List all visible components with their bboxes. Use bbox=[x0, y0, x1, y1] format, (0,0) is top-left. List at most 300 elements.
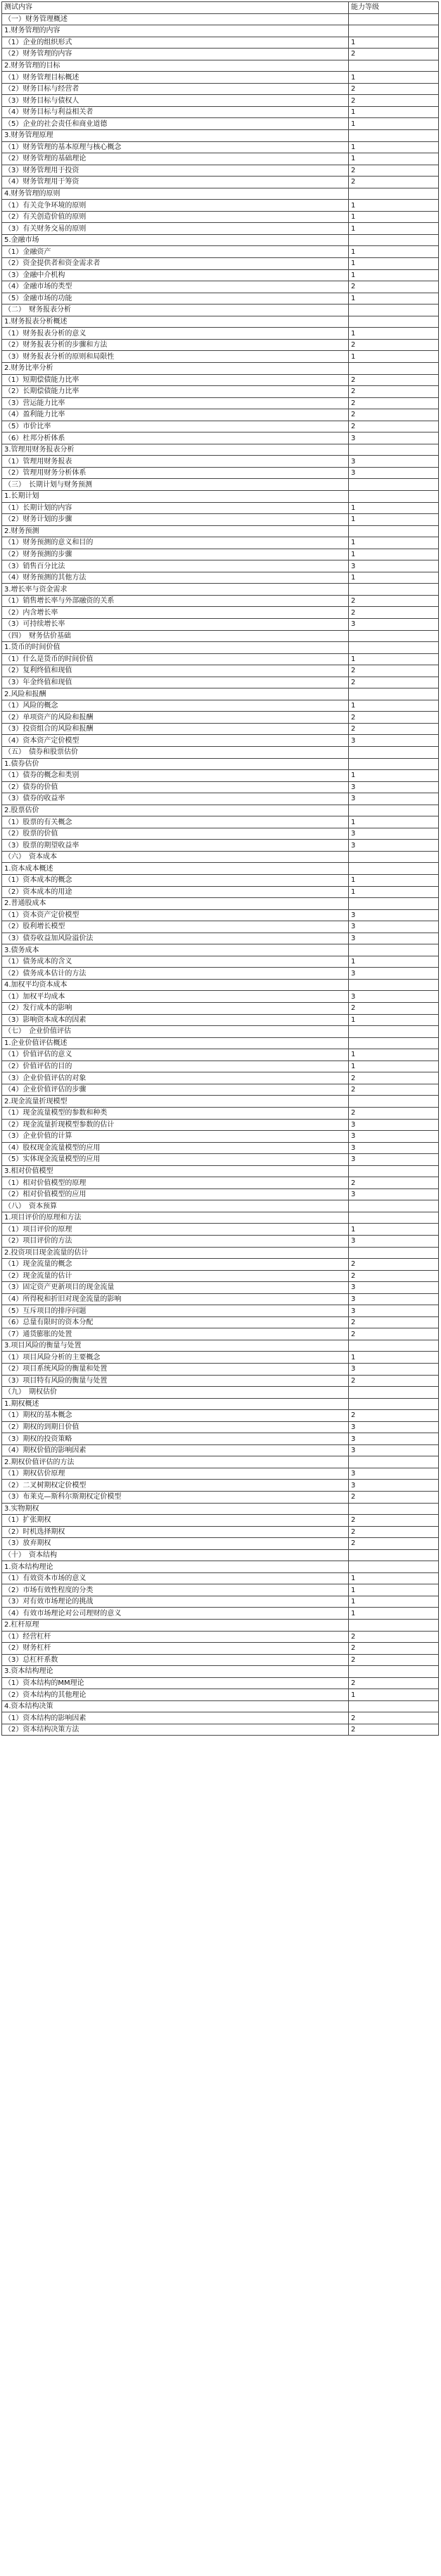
table-row bbox=[2, 1084, 439, 1096]
table-row bbox=[2, 793, 439, 805]
topic-cell: （5）互斥项目的排序问题 bbox=[2, 1305, 349, 1317]
topic-cell: （1）资本资产定价模型 bbox=[2, 909, 349, 921]
level-cell bbox=[349, 1620, 439, 1632]
level-cell: 2 bbox=[349, 1270, 439, 1282]
table-row bbox=[2, 177, 439, 188]
level-cell: 2 bbox=[349, 1631, 439, 1643]
topic-cell: （2）相对价值模型的应用 bbox=[2, 1188, 349, 1200]
table-row bbox=[2, 374, 439, 386]
table-row bbox=[2, 1410, 439, 1422]
topic-cell: （4）企业价值评估的步骤 bbox=[2, 1084, 349, 1096]
topic-cell: （七） 企业价值评估 bbox=[2, 1026, 349, 1038]
topic-cell: 1.财务管理的内容 bbox=[2, 25, 349, 37]
table-row bbox=[2, 956, 439, 968]
level-cell: 2 bbox=[349, 712, 439, 724]
level-cell: 1 bbox=[349, 770, 439, 782]
table-row bbox=[2, 875, 439, 887]
level-cell: 2 bbox=[349, 339, 439, 351]
table-row bbox=[2, 258, 439, 270]
level-cell: 3 bbox=[349, 991, 439, 1003]
level-cell: 3 bbox=[349, 1480, 439, 1492]
table-row bbox=[2, 863, 439, 875]
level-cell: 3 bbox=[349, 1363, 439, 1375]
topic-cell: （4）期权价值的影响因素 bbox=[2, 1444, 349, 1456]
topic-cell: （3）可持续增长率 bbox=[2, 618, 349, 630]
level-cell: 1 bbox=[349, 211, 439, 223]
table-row bbox=[2, 921, 439, 933]
table-row bbox=[2, 677, 439, 688]
topic-cell: （1）资本成本的概念 bbox=[2, 875, 349, 887]
table-row bbox=[2, 1643, 439, 1655]
table-row bbox=[2, 1608, 439, 1620]
level-cell: 3 bbox=[349, 456, 439, 468]
level-cell: 1 bbox=[349, 956, 439, 968]
level-cell: 2 bbox=[349, 1177, 439, 1189]
table-row bbox=[2, 1119, 439, 1131]
topic-cell: （九） 期权估价 bbox=[2, 1387, 349, 1399]
level-cell: 2 bbox=[349, 49, 439, 60]
level-cell bbox=[349, 1398, 439, 1410]
level-cell bbox=[349, 1212, 439, 1224]
table-row bbox=[2, 141, 439, 153]
topic-cell: （2）发行成本的影响 bbox=[2, 1003, 349, 1015]
level-cell bbox=[349, 851, 439, 863]
table-row bbox=[2, 747, 439, 759]
table-row bbox=[2, 95, 439, 107]
topic-cell: 3.债务成本 bbox=[2, 944, 349, 956]
topic-cell: （5）企业的社会责任和商业道德 bbox=[2, 118, 349, 130]
topic-cell: （2）内含增长率 bbox=[2, 607, 349, 619]
level-cell: 2 bbox=[349, 1410, 439, 1422]
table-row bbox=[2, 816, 439, 828]
level-cell: 1 bbox=[349, 246, 439, 258]
table-row bbox=[2, 49, 439, 60]
topic-cell: （2）期权的到期日价值 bbox=[2, 1421, 349, 1433]
level-cell: 1 bbox=[349, 141, 439, 153]
level-cell: 1 bbox=[349, 886, 439, 898]
level-cell: 1 bbox=[349, 1224, 439, 1236]
topic-cell: （4）盈利能力比率 bbox=[2, 409, 349, 421]
topic-cell: （1）短期偿债能力比率 bbox=[2, 374, 349, 386]
topic-cell: （1）资本结构的影响因素 bbox=[2, 1712, 349, 1724]
topic-cell: （2）资本结构决策方法 bbox=[2, 1724, 349, 1736]
level-cell: 3 bbox=[349, 432, 439, 444]
level-cell: 3 bbox=[349, 840, 439, 852]
table-row bbox=[2, 293, 439, 305]
level-cell: 2 bbox=[349, 665, 439, 677]
topic-cell: （3）营运能力比率 bbox=[2, 397, 349, 409]
topic-cell: （3）销售百分比法 bbox=[2, 560, 349, 572]
level-cell: 2 bbox=[349, 281, 439, 293]
level-cell: 2 bbox=[349, 607, 439, 619]
topic-cell: （1）债务成本的含义 bbox=[2, 956, 349, 968]
table-row bbox=[2, 1096, 439, 1108]
level-cell bbox=[349, 584, 439, 596]
table-row bbox=[2, 968, 439, 980]
level-cell: 3 bbox=[349, 467, 439, 479]
table-row bbox=[2, 1666, 439, 1678]
table-row bbox=[2, 1026, 439, 1038]
topic-cell: （六） 资本成本 bbox=[2, 851, 349, 863]
table-row bbox=[2, 130, 439, 142]
level-cell bbox=[349, 362, 439, 374]
topic-cell: （四） 财务估价基础 bbox=[2, 630, 349, 642]
level-cell: 3 bbox=[349, 735, 439, 747]
table-row bbox=[2, 1154, 439, 1166]
table-row bbox=[2, 909, 439, 921]
table-row bbox=[2, 1060, 439, 1072]
topic-cell: （4）有效市场理论对公司理财的意义 bbox=[2, 1608, 349, 1620]
topic-cell: （1）债券的概念和类别 bbox=[2, 770, 349, 782]
table-row bbox=[2, 618, 439, 630]
level-cell bbox=[349, 25, 439, 37]
table-row bbox=[2, 246, 439, 258]
topic-cell: （2）债务成本估计的方法 bbox=[2, 968, 349, 980]
topic-cell: （3）项目特有风险的衡量与处置 bbox=[2, 1375, 349, 1387]
level-cell bbox=[349, 1503, 439, 1515]
level-cell: 2 bbox=[349, 409, 439, 421]
topic-cell: （3）投资组合的风险和报酬 bbox=[2, 723, 349, 735]
table-row bbox=[2, 1526, 439, 1538]
table-row bbox=[2, 1259, 439, 1271]
topic-cell: （2）股利增长模型 bbox=[2, 921, 349, 933]
topic-cell: （三） 长期计划与财务预测 bbox=[2, 479, 349, 491]
level-cell bbox=[349, 1340, 439, 1352]
topic-cell: （2）资本成本的用途 bbox=[2, 886, 349, 898]
level-cell: 1 bbox=[349, 502, 439, 514]
level-cell: 2 bbox=[349, 1712, 439, 1724]
level-cell: 2 bbox=[349, 1643, 439, 1655]
topic-cell: （二） 财务报表分析 bbox=[2, 305, 349, 316]
table-row bbox=[2, 1503, 439, 1515]
table-row bbox=[2, 525, 439, 537]
topic-cell: （4）财务目标与利益相关者 bbox=[2, 106, 349, 118]
table-row bbox=[2, 1247, 439, 1259]
table-row bbox=[2, 316, 439, 328]
table-row bbox=[2, 1654, 439, 1666]
topic-cell: （3）布莱克—斯科尔斯期权定价模型 bbox=[2, 1492, 349, 1504]
table-row bbox=[2, 1352, 439, 1364]
level-cell bbox=[349, 1165, 439, 1177]
topic-cell: （3）金融中介机构 bbox=[2, 269, 349, 281]
topic-cell: （6）杜邦分析体系 bbox=[2, 432, 349, 444]
table-row bbox=[2, 688, 439, 700]
table-row bbox=[2, 1444, 439, 1456]
level-cell: 3 bbox=[349, 1293, 439, 1305]
level-cell: 2 bbox=[349, 95, 439, 107]
level-cell bbox=[349, 305, 439, 316]
table-row bbox=[2, 1549, 439, 1561]
table-row bbox=[2, 13, 439, 25]
header-level-cell: 能力等级 bbox=[349, 2, 439, 14]
level-cell: 3 bbox=[349, 933, 439, 944]
topic-cell: （3）影响资本成本的因素 bbox=[2, 1014, 349, 1026]
table-row bbox=[2, 25, 439, 37]
table-row bbox=[2, 549, 439, 560]
topic-cell: （八） 资本预算 bbox=[2, 1200, 349, 1212]
level-cell: 2 bbox=[349, 1107, 439, 1119]
level-cell bbox=[349, 1456, 439, 1468]
level-cell: 1 bbox=[349, 293, 439, 305]
topic-cell: 2.股票估价 bbox=[2, 805, 349, 816]
level-cell: 2 bbox=[349, 677, 439, 688]
topic-cell: （1）有效资本市场的意义 bbox=[2, 1572, 349, 1584]
topic-cell: （3）期权的投资策略 bbox=[2, 1433, 349, 1445]
level-cell: 2 bbox=[349, 723, 439, 735]
level-cell bbox=[349, 1700, 439, 1712]
table-row bbox=[2, 560, 439, 572]
table-row bbox=[2, 758, 439, 770]
table-row bbox=[2, 665, 439, 677]
table-row bbox=[2, 1177, 439, 1189]
topic-cell: 1.期权概述 bbox=[2, 1398, 349, 1410]
topic-cell: （五） 债券和股票估价 bbox=[2, 747, 349, 759]
table-row bbox=[2, 281, 439, 293]
topic-cell: （5）实体现金流量模型的应用 bbox=[2, 1154, 349, 1166]
table-row bbox=[2, 642, 439, 654]
level-cell: 1 bbox=[349, 351, 439, 363]
topic-cell: （2）现金流量的估计 bbox=[2, 1270, 349, 1282]
level-cell: 2 bbox=[349, 1328, 439, 1340]
topic-cell: （5）市价比率 bbox=[2, 421, 349, 432]
topic-cell: 1.债券估价 bbox=[2, 758, 349, 770]
level-cell: 3 bbox=[349, 909, 439, 921]
table-row bbox=[2, 653, 439, 665]
topic-cell: 3.管理用财务报表分析 bbox=[2, 444, 349, 456]
table-row bbox=[2, 840, 439, 852]
topic-cell: （2）管理用财务分析体系 bbox=[2, 467, 349, 479]
topic-cell: 2.现金流量折现模型 bbox=[2, 1096, 349, 1108]
level-cell bbox=[349, 316, 439, 328]
topic-cell: （2）资本结构的其他理论 bbox=[2, 1689, 349, 1701]
topic-cell: 4.加权平均资本成本 bbox=[2, 979, 349, 991]
table-row bbox=[2, 269, 439, 281]
topic-cell: （3）有关财务交易的原则 bbox=[2, 223, 349, 235]
level-cell: 3 bbox=[349, 1444, 439, 1456]
table-row bbox=[2, 1596, 439, 1608]
table-row bbox=[2, 1003, 439, 1015]
topic-cell: （1）现金流量的概念 bbox=[2, 1259, 349, 1271]
topic-cell: （2）股票的价值 bbox=[2, 828, 349, 840]
level-cell: 1 bbox=[349, 549, 439, 560]
level-cell: 3 bbox=[349, 968, 439, 980]
table-row bbox=[2, 37, 439, 49]
table-row bbox=[2, 735, 439, 747]
topic-cell: 1.长期计划 bbox=[2, 490, 349, 502]
level-cell: 2 bbox=[349, 83, 439, 95]
topic-cell: 1.资本结构理论 bbox=[2, 1561, 349, 1573]
topic-cell: （4）所得税和折旧对现金流量的影响 bbox=[2, 1293, 349, 1305]
topic-cell: （6）总量有限时的资本分配 bbox=[2, 1316, 349, 1328]
topic-cell: （1）项目风险分析的主要概念 bbox=[2, 1352, 349, 1364]
topic-cell: （4）财务管理用于筹资 bbox=[2, 177, 349, 188]
level-cell bbox=[349, 898, 439, 910]
level-cell bbox=[349, 60, 439, 72]
table-row bbox=[2, 1584, 439, 1596]
topic-cell: （3）债券的收益率 bbox=[2, 793, 349, 805]
topic-cell: （3）年金终值和现值 bbox=[2, 677, 349, 688]
topic-cell: 4.财务管理的原则 bbox=[2, 188, 349, 200]
table-row bbox=[2, 456, 439, 468]
level-cell bbox=[349, 758, 439, 770]
level-cell: 2 bbox=[349, 374, 439, 386]
table-row bbox=[2, 944, 439, 956]
level-cell: 1 bbox=[349, 537, 439, 549]
topic-cell: 2.财务管理的目标 bbox=[2, 60, 349, 72]
table-row bbox=[2, 1515, 439, 1527]
level-cell: 1 bbox=[349, 1352, 439, 1364]
level-cell: 2 bbox=[349, 1526, 439, 1538]
topic-cell: （1）项目评价的原理 bbox=[2, 1224, 349, 1236]
table-row bbox=[2, 1468, 439, 1480]
level-cell bbox=[349, 130, 439, 142]
level-cell: 1 bbox=[349, 1049, 439, 1061]
level-cell: 2 bbox=[349, 1654, 439, 1666]
level-cell: 2 bbox=[349, 1259, 439, 1271]
table-row bbox=[2, 828, 439, 840]
level-cell: 2 bbox=[349, 1492, 439, 1504]
table-row bbox=[2, 1480, 439, 1492]
level-cell bbox=[349, 805, 439, 816]
table-row bbox=[2, 630, 439, 642]
table-row bbox=[2, 60, 439, 72]
level-cell: 2 bbox=[349, 1724, 439, 1736]
table-row bbox=[2, 1014, 439, 1026]
table-row bbox=[2, 1561, 439, 1573]
syllabus-table bbox=[1, 1, 439, 1736]
table-row bbox=[2, 1538, 439, 1550]
topic-cell: （1）扩张期权 bbox=[2, 1515, 349, 1527]
level-cell bbox=[349, 1549, 439, 1561]
table-row bbox=[2, 607, 439, 619]
topic-cell: 2.杠杆原理 bbox=[2, 1620, 349, 1632]
table-row bbox=[2, 1398, 439, 1410]
topic-cell: （1）有关竞争环境的原则 bbox=[2, 200, 349, 212]
level-cell: 2 bbox=[349, 1316, 439, 1328]
table-row bbox=[2, 1492, 439, 1504]
table-row bbox=[2, 1270, 439, 1282]
level-cell: 2 bbox=[349, 421, 439, 432]
topic-cell: （1）长期计划的内容 bbox=[2, 502, 349, 514]
syllabus-table-body bbox=[2, 2, 439, 1736]
topic-cell: （3）债券收益加风险溢价法 bbox=[2, 933, 349, 944]
topic-cell: （1）股票的有关概念 bbox=[2, 816, 349, 828]
level-cell bbox=[349, 479, 439, 491]
topic-cell: （1）期权估价原理 bbox=[2, 1468, 349, 1480]
level-cell: 2 bbox=[349, 1677, 439, 1689]
level-cell: 1 bbox=[349, 700, 439, 712]
topic-cell: （3）财务管理用于投资 bbox=[2, 165, 349, 177]
level-cell bbox=[349, 13, 439, 25]
topic-cell: 2.普通股成本 bbox=[2, 898, 349, 910]
level-cell: 1 bbox=[349, 1572, 439, 1584]
topic-cell: （2）财务管理的内容 bbox=[2, 49, 349, 60]
topic-cell: （1）管理用财务报表 bbox=[2, 456, 349, 468]
topic-cell: 3.增长率与资金需求 bbox=[2, 584, 349, 596]
table-row bbox=[2, 1107, 439, 1119]
level-cell bbox=[349, 688, 439, 700]
topic-cell: （1）相对价值模型的原理 bbox=[2, 1177, 349, 1189]
level-cell: 2 bbox=[349, 1084, 439, 1096]
topic-cell: （7）通货膨胀的处置 bbox=[2, 1328, 349, 1340]
topic-cell: （3）财务目标与债权人 bbox=[2, 95, 349, 107]
level-cell: 2 bbox=[349, 595, 439, 607]
level-cell bbox=[349, 1200, 439, 1212]
topic-cell: 1.财务报表分析概述 bbox=[2, 316, 349, 328]
level-cell: 1 bbox=[349, 269, 439, 281]
table-row bbox=[2, 1620, 439, 1632]
level-cell: 3 bbox=[349, 1235, 439, 1247]
topic-cell: （2）财务目标与经营者 bbox=[2, 83, 349, 95]
level-cell bbox=[349, 979, 439, 991]
level-cell bbox=[349, 490, 439, 502]
table-row bbox=[2, 200, 439, 212]
topic-cell: （3）财务报表分析的原则和局限性 bbox=[2, 351, 349, 363]
topic-cell: 2.风险和报酬 bbox=[2, 688, 349, 700]
table-row bbox=[2, 1375, 439, 1387]
level-cell: 1 bbox=[349, 1608, 439, 1620]
topic-cell: （1）现金流量模型的参数和种类 bbox=[2, 1107, 349, 1119]
table-row bbox=[2, 712, 439, 724]
topic-cell: （2）有关创造价值的原则 bbox=[2, 211, 349, 223]
topic-cell: （1）财务管理的基本原理与核心概念 bbox=[2, 141, 349, 153]
topic-cell: （3）放弃期权 bbox=[2, 1538, 349, 1550]
table-row bbox=[2, 421, 439, 432]
level-cell: 2 bbox=[349, 177, 439, 188]
topic-cell: （3）对有效市场理论的挑战 bbox=[2, 1596, 349, 1608]
table-row bbox=[2, 1700, 439, 1712]
topic-cell: （1）风险的概念 bbox=[2, 700, 349, 712]
table-row bbox=[2, 1142, 439, 1154]
topic-cell: （2）市场有效性程度的分类 bbox=[2, 1584, 349, 1596]
topic-cell: 2.期权价值评估的方法 bbox=[2, 1456, 349, 1468]
table-row bbox=[2, 1200, 439, 1212]
topic-cell: （2）资金提供者和资金需求者 bbox=[2, 258, 349, 270]
table-row bbox=[2, 1724, 439, 1736]
table-row bbox=[2, 339, 439, 351]
table-row bbox=[2, 490, 439, 502]
topic-cell: （2）单项资产的风险和报酬 bbox=[2, 712, 349, 724]
table-row bbox=[2, 805, 439, 816]
topic-cell: 1.货币的时间价值 bbox=[2, 642, 349, 654]
table-row bbox=[2, 106, 439, 118]
level-cell bbox=[349, 1037, 439, 1049]
topic-cell: （3）固定资产更新项目的现金流量 bbox=[2, 1282, 349, 1294]
topic-cell: （1）金融资产 bbox=[2, 246, 349, 258]
topic-cell: （1）财务预测的意义和目的 bbox=[2, 537, 349, 549]
topic-cell: （2）时机选择期权 bbox=[2, 1526, 349, 1538]
topic-cell: （3）总杠杆系数 bbox=[2, 1654, 349, 1666]
table-row bbox=[2, 1131, 439, 1143]
table-row bbox=[2, 1224, 439, 1236]
topic-cell: （4）资本资产定价模型 bbox=[2, 735, 349, 747]
level-cell: 2 bbox=[349, 397, 439, 409]
table-row bbox=[2, 362, 439, 374]
topic-cell: （4）股权现金流量模型的应用 bbox=[2, 1142, 349, 1154]
table-row bbox=[2, 584, 439, 596]
level-cell: 1 bbox=[349, 875, 439, 887]
topic-cell: （1）财务报表分析的意义 bbox=[2, 328, 349, 340]
table-row bbox=[2, 432, 439, 444]
level-cell bbox=[349, 630, 439, 642]
table-row bbox=[2, 514, 439, 526]
table-row bbox=[2, 1305, 439, 1317]
table-row bbox=[2, 1363, 439, 1375]
table-row bbox=[2, 234, 439, 246]
table-row bbox=[2, 83, 439, 95]
table-row bbox=[2, 1282, 439, 1294]
level-cell: 1 bbox=[349, 1689, 439, 1701]
